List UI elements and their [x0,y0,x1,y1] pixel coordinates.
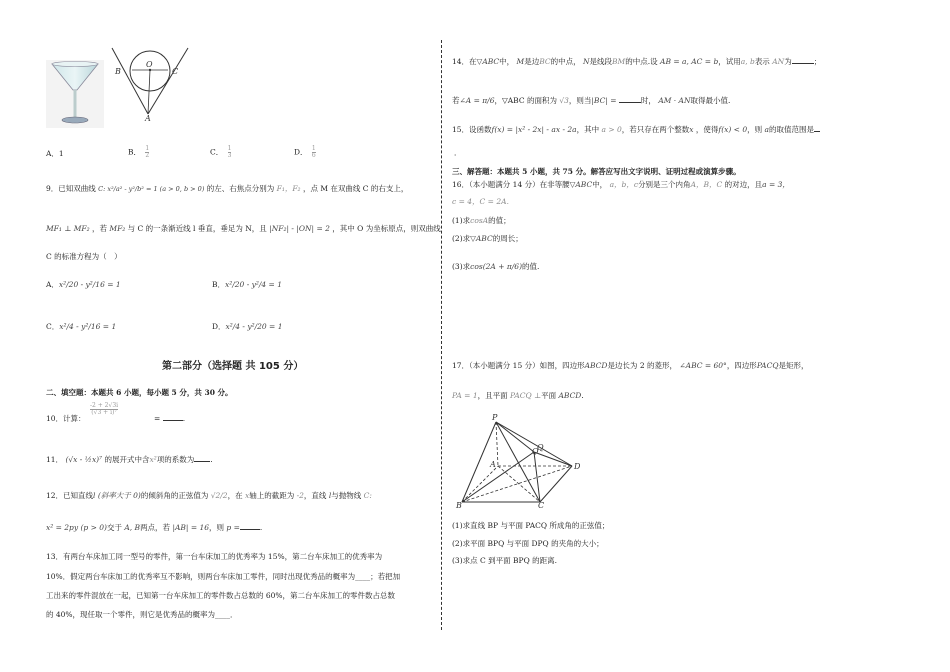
question-11: 11． (√x - ½x)⁷ 的展开式中含x²项的系数为 . [46,455,213,464]
q8-option-c: C． $\frac{1}{3}$ [210,145,232,159]
fig-label-b: B [115,67,121,76]
q9-option-c: C．x²/4 - y²/16 = 1 [46,322,117,331]
fig-label-a2: A [490,460,496,469]
cocktail-glass-image [46,60,104,128]
q17-part3: (3)求点 C 到平面 BPQ 的距离. [452,556,557,565]
glass-cross-section-figure [112,46,192,124]
q12-line2: x² = 2py (p > 0)交于 A, B两点，若 |AB| = 16，则 p = . [46,523,263,532]
q13-line1: 13．有两台车床加工同一型号的零件，第一台车床加工的优秀率为 15%，第二台车床加工的优秀率为 [46,552,383,561]
q16-part3: (3)求cos(2A + π/6)的值. [452,262,540,271]
q16-line2: c = 4，C = 2A． [452,197,515,206]
q9-line3: C 的标准方程为（ ） [46,252,122,261]
q17-line1: 17．（本小题满分 15 分）如图，四边形ABCD是边长为 2 的菱形， ∠ABC = 60°，四边形PACQ是矩形， [452,361,809,370]
fig-label-o2: O [532,447,539,456]
q16-line1: 16．（本小题满分 14 分）在非等腰▽ABC中， a，b，c分别是三个内角A，B，C 的对边，且a = 3， [452,180,790,189]
q9-option-b: B．x²/20 - y²/4 = 1 [212,280,282,289]
q10-equals: = . [154,414,186,423]
fig-label-a: A [145,114,151,123]
q9-line1: 9．已知双曲线 C: x²/a² - y²/b² = 1 (a > 0, b > 0) 的左、右焦点分别为 F₁，F₂ ，点 M 在双曲线 C 的右支上， [46,184,409,193]
q8-option-a: A．1 [46,149,64,158]
q10-fraction: -2 + 2√3i (√3 + i)⁷ [90,402,119,416]
fig-label-q: Q [537,443,544,452]
part2-title: 第二部分（选择题 共 105 分） [162,361,304,372]
q17-part1: (1)求直线 BP 与平面 PACQ 所成角的正弦值； [452,521,610,530]
rhombus-pyramid-figure [456,413,586,511]
q17-line2: PA = 1，且平面 PACQ ⊥平面 ABCD. [452,391,584,400]
solve-header: 三、解答题：本题共 5 小题，共 75 分。解答应写出文字说明、证明过程或演算步骤。 [452,167,741,176]
q13-line4: 的 40%，现任取一个零件，则它是优秀品的概率为____． [46,610,238,619]
fig-label-b2: B [456,501,462,510]
left-column [40,0,441,672]
q14-line2: 若∠A = π/6，▽ABC 的面积为 √3，则当|BC| = 时， AM · AN取得最小值. [452,96,731,105]
q14-line1: 14．在▽ABC中， M是边BC的中点， N是线段BM的中点.设 AB = a, AC = b，试用a, b表示 AN为 ； [452,57,822,66]
fig-label-c: C [172,67,179,76]
column-divider [441,40,442,630]
q13-line2: 10%．假定两台车床加工的优秀率互不影响，则两台车床加工零件，同时出现优秀品的概率为____；若把加 [46,572,401,581]
q15-end: ． [454,148,462,157]
fig-label-p: P [492,413,498,422]
right-column [452,0,892,672]
fig-label-o: O [146,60,153,69]
q9-option-a: A．x²/20 - y²/16 = 1 [46,280,121,289]
q16-part1: (1)求cosA的值； [452,216,511,225]
fig-label-d: D [574,462,581,471]
fill-in-header: 二、填空题：本题共 6 小题，每小题 5 分，共 30 分。 [46,388,233,397]
q12-line1: 12．已知直线l (斜率大于 0)的倾斜角的正弦值为 √2/2，在 x轴上的截距为 -2，直线 l与抛物线 C: [46,491,372,500]
q9-line2: MF₁ ⊥ MF₂ ，若 MF₂ 与 C 的一条渐近线 l 垂直，垂足为 N，且 |NF₂| - |ON| = 2 ，其中 O 为坐标原点，则双曲线 [46,224,441,233]
q13-line3: 工出来的零件混放在一起，已知第一台车床加工的零件数占总数的 60%，第二台车床加工的零件数占总数 [46,591,396,600]
q8-option-d: D． $\frac{1}{6}$ [294,145,316,159]
q15-line1: 15．设函数f(x) = |x² - 2x| - ax - 2a，其中 a > 0，若只存在两个整数x ，使得f(x) < 0，则 a的取值范围是 [452,126,820,134]
q16-part2: (2)求▽ABC的周长； [452,234,523,243]
q17-part2: (2)求平面 BPQ 与平面 DPQ 的夹角的大小； [452,539,604,548]
q9-option-d: D．x²/4 - y²/20 = 1 [212,322,283,331]
fig-label-c2: C [538,501,545,510]
q8-option-b: B． $\frac{1}{2}$ [128,145,150,159]
q10-label: 10．计算： [46,414,86,423]
